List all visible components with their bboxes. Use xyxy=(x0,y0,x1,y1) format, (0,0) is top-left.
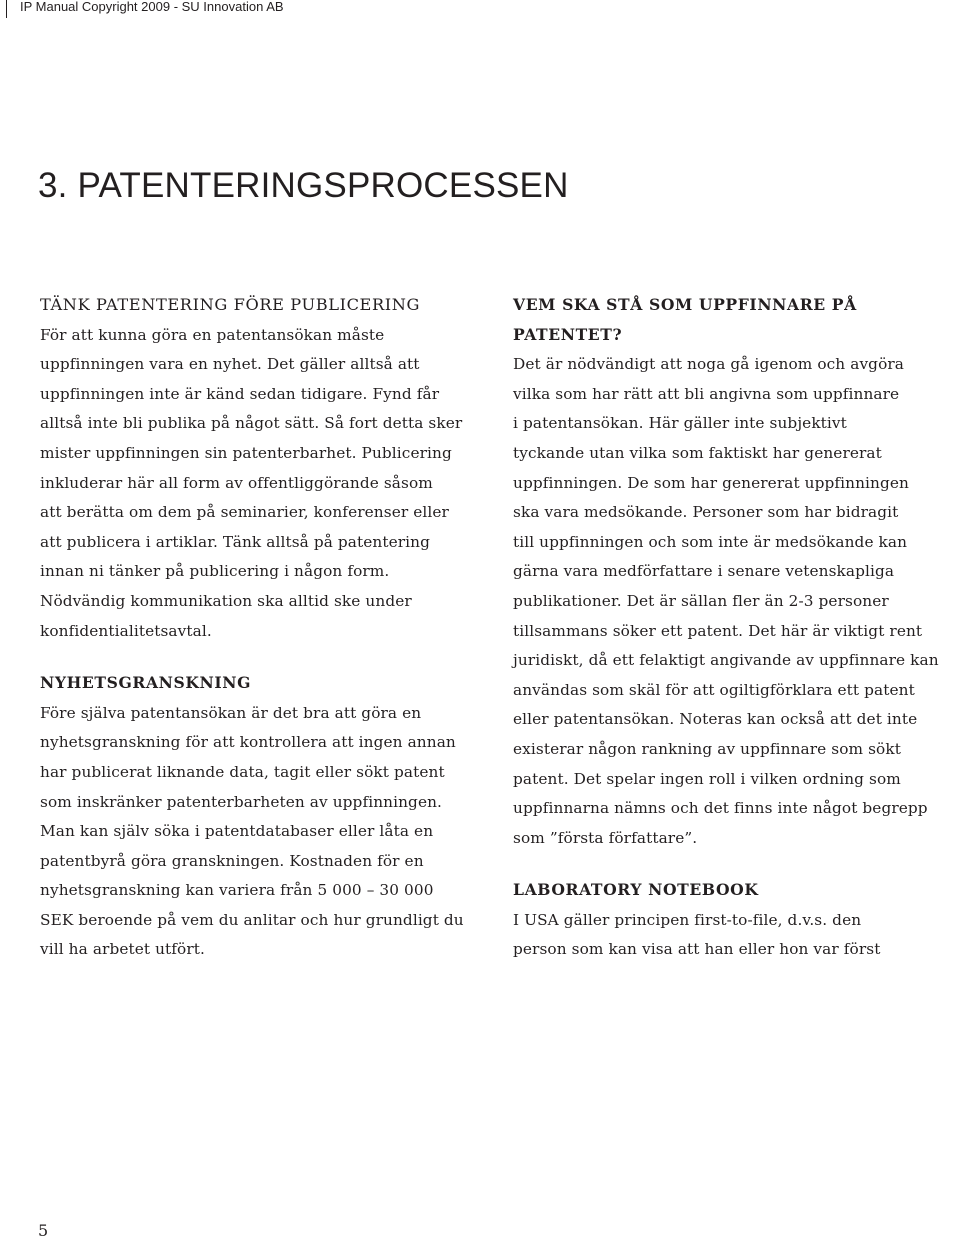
body-line: person som kan visa att han eller hon var först xyxy=(513,940,881,959)
body-line: har publicerat liknande data, tagit eller sökt patent xyxy=(40,762,445,781)
body-line: Nödvändig kommunikation ska alltid ske under xyxy=(40,591,412,610)
chapter-title: 3. PATENTERINGSPROCESSEN xyxy=(38,166,569,205)
body-line: uppfinningen. De som har genererat uppfinningen xyxy=(513,473,910,492)
body-line: innan ni tänker på publicering i någon form. xyxy=(40,562,390,581)
running-head-text: IP Manual Copyright 2009 - SU Innovation AB xyxy=(20,0,284,14)
body-line: eller patentansökan. Noteras kan också att det inte xyxy=(513,710,918,729)
body-line: I USA gäller principen first-to-file, d.v.s. den xyxy=(513,910,862,929)
body-line: patentbyrå göra granskningen. Kostnaden för en xyxy=(40,851,424,870)
body-line: vill ha arbetet utfört. xyxy=(40,940,205,959)
body-line: För att kunna göra en patentansökan måste xyxy=(40,325,385,344)
body-line: ska vara medsökande. Personer som har bidragit xyxy=(513,503,899,522)
section-heading-uppfinnare xyxy=(513,290,957,349)
heading-line: LABORATORY NOTEBOOK xyxy=(513,880,759,900)
body-line: uppfinningen inte är känd sedan tidigare. Fynd får xyxy=(40,384,440,403)
body-line: i patentansökan. Här gäller inte subjektivt xyxy=(513,414,847,433)
section-heading-nyhetsgranskning: NYHETSGRANSKNING xyxy=(40,673,252,693)
body-line: SEK beroende på vem du anlitar och hur grundligt du xyxy=(40,910,464,929)
body-line: som ”första författare”. xyxy=(513,828,698,847)
body-line: inkluderar här all form av offentliggörande såsom xyxy=(40,473,433,492)
heading-line: VEM SKA STÅ SOM UPPFINNARE PÅ xyxy=(513,295,857,314)
body-line: till uppfinningen och som inte är medsökande kan xyxy=(513,532,908,551)
right-column xyxy=(513,290,957,965)
body-line: konfidentialitetsavtal. xyxy=(40,621,212,640)
body-line: existerar någon rankning av uppfinnare som sökt xyxy=(513,739,901,758)
section-body-nyhetsgranskning xyxy=(40,699,490,965)
header-divider xyxy=(6,0,7,18)
body-line: patent. Det spelar ingen roll i vilken ordning som xyxy=(513,769,901,788)
body-line: Man kan själv söka i patentdatabaser eller låta en xyxy=(40,822,434,841)
body-line: uppfinnarna nämns och det finns inte något begrepp xyxy=(513,799,928,818)
body-line: vilka som har rätt att bli angivna som uppfinnare xyxy=(513,384,900,403)
body-line: uppfinningen vara en nyhet. Det gäller alltså att xyxy=(40,355,420,374)
body-line: användas som skäl för att ogiltigförklara ett patent xyxy=(513,680,915,699)
body-line: att publicera i artiklar. Tänk alltså på patentering xyxy=(40,532,431,551)
section-heading-laboratory-notebook xyxy=(513,875,957,905)
section-body-laboratory-notebook xyxy=(513,906,957,965)
body-line: Före själva patentansökan är det bra att göra en xyxy=(40,703,422,722)
section-heading-patentering-fore-publicering: TÄNK PATENTERING FÖRE PUBLICERING xyxy=(40,295,421,314)
body-line: alltså inte bli publika på något sätt. Så fort detta sker xyxy=(40,414,463,433)
body-line: nyhetsgranskning för att kontrollera att ingen annan xyxy=(40,733,456,752)
body-line: som inskränker patenterbarheten av uppfinningen. xyxy=(40,792,443,811)
body-line: nyhetsgranskning kan variera från 5 000 – 30 000 xyxy=(40,881,434,900)
left-column xyxy=(40,290,490,965)
section-body-patentering-fore-publicering xyxy=(40,321,490,647)
body-line: mister uppfinningen sin patenterbarhet. Publicering xyxy=(40,443,452,462)
body-line: tillsammans söker ett patent. Det här är viktigt rent xyxy=(513,621,923,640)
body-line: att berätta om dem på seminarier, konferenser eller xyxy=(40,503,449,522)
section-body-uppfinnare xyxy=(513,350,957,853)
body-line: Det är nödvändigt att noga gå igenom och avgöra xyxy=(513,355,905,374)
body-line: gärna vara medförfattare i senare vetenskapliga xyxy=(513,562,895,581)
body-line: tyckande utan vilka som faktiskt har genererat xyxy=(513,443,882,462)
page-number: 5 xyxy=(38,1221,49,1240)
heading-line: PATENTET? xyxy=(513,324,623,344)
body-line: juridiskt, då ett felaktigt angivande av uppfinnare kan xyxy=(513,651,939,670)
body-line: publikationer. Det är sällan fler än 2-3 personer xyxy=(513,591,889,610)
